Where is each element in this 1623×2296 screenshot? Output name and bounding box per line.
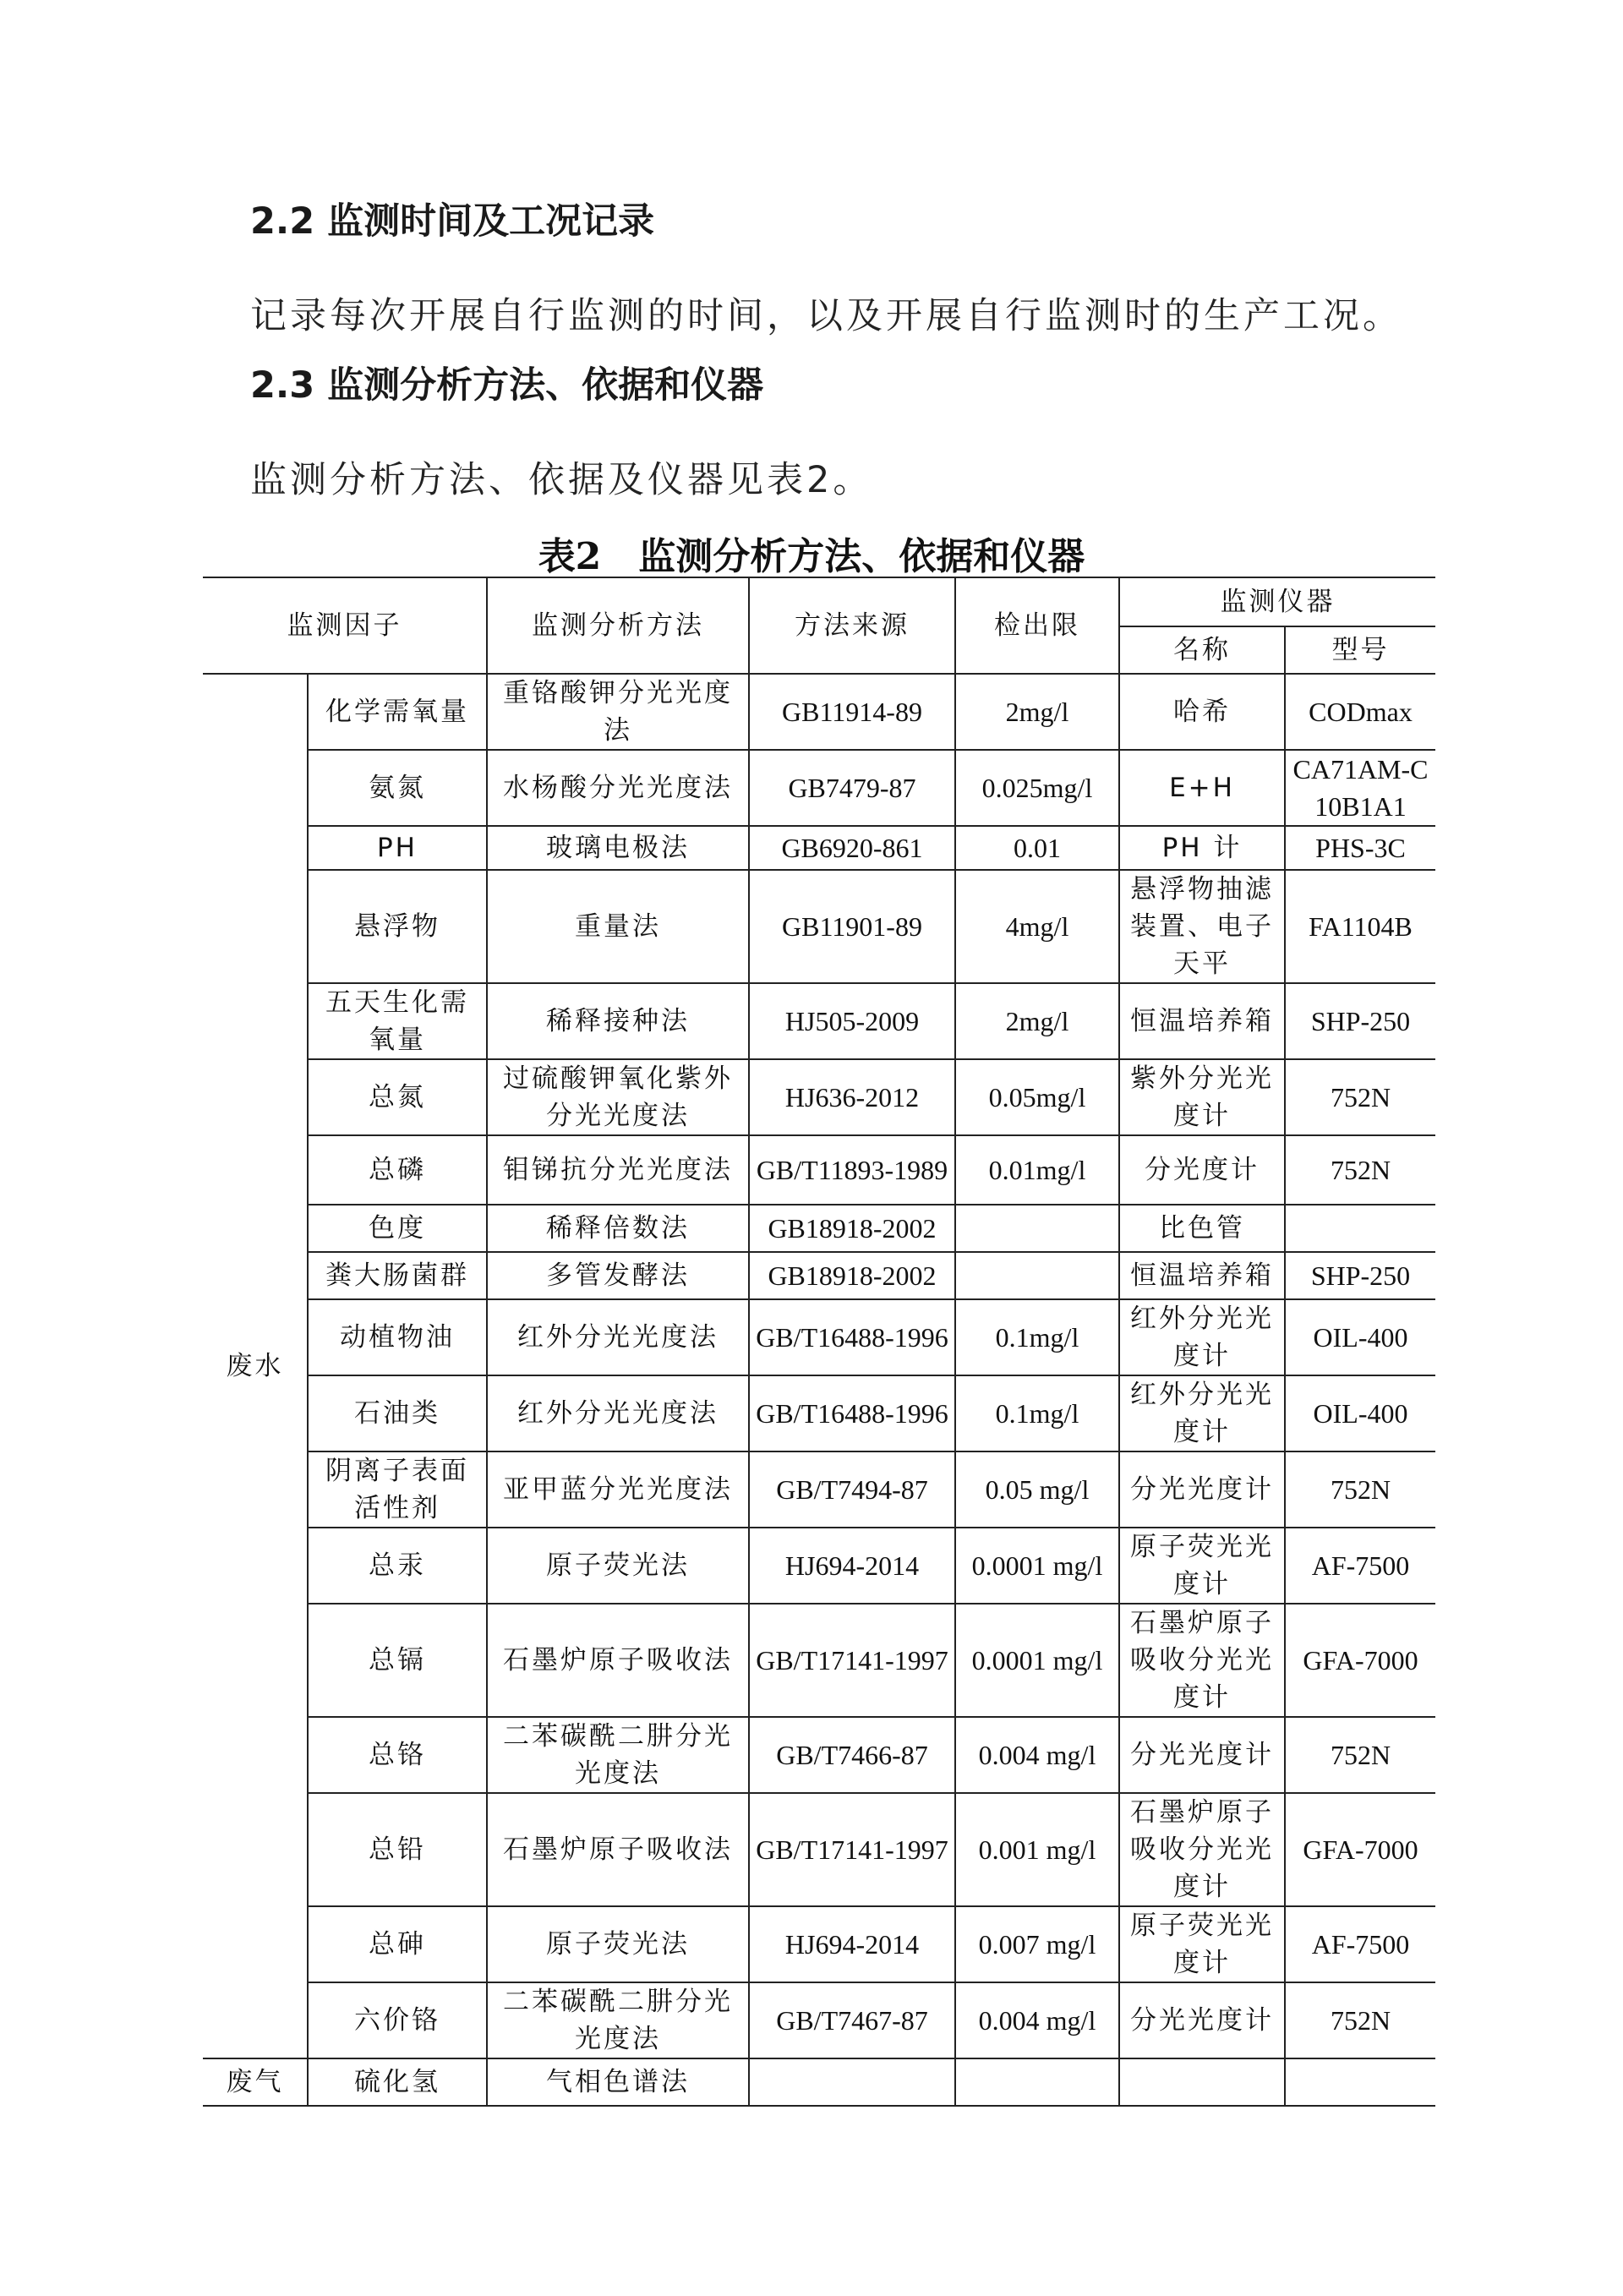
cell-name: 分光光度计 [1119,1717,1285,1793]
cell-method: 重量法 [487,870,749,983]
cell-model: CODmax [1285,674,1435,750]
table-row [203,983,1435,1059]
cell-name: 红外分光光度计 [1119,1375,1285,1451]
cell-model: 752N [1285,1059,1435,1135]
group-cell: 废水 [203,674,308,2058]
table-caption: 表2 监测分析方法、依据和仪器 [538,535,1085,578]
cell-factor: 总镉 [308,1604,487,1717]
cell-limit: 4mg/l [955,870,1119,983]
cell-factor: 氨氮 [308,750,487,826]
cell-factor: 化学需氧量 [308,674,487,750]
cell-source: GB/T11893-1989 [749,1135,955,1205]
cell-limit: 0.05mg/l [955,1059,1119,1135]
cell-name: PH 计 [1119,826,1285,870]
cell-method: 水杨酸分光光度法 [487,750,749,826]
cell-source: GB18918-2002 [749,1252,955,1299]
cell-source: GB/T7466-87 [749,1717,955,1793]
header-source: 方法来源 [749,577,955,674]
cell-method: 原子荧光法 [487,1906,749,1982]
cell-factor: PH [308,826,487,870]
cell-name: 原子荧光光度计 [1119,1906,1285,1982]
cell-name: 分光光度计 [1119,1451,1285,1528]
cell-factor: 石油类 [308,1375,487,1451]
cell-method: 钼锑抗分光光度法 [487,1135,749,1205]
header-factor: 监测因子 [203,577,487,674]
table-row [203,1793,1435,1906]
cell-model: 752N [1285,1717,1435,1793]
table-row [203,2058,1435,2106]
cell-factor: 色度 [308,1205,487,1252]
cell-model: AF-7500 [1285,1906,1435,1982]
cell-name: 原子荧光光度计 [1119,1528,1285,1604]
cell-source: HJ694-2014 [749,1906,955,1982]
cell-source: GB/T7467-87 [749,1982,955,2058]
table-row [203,1982,1435,2058]
cell-method: 石墨炉原子吸收法 [487,1604,749,1717]
cell-method: 原子荧光法 [487,1528,749,1604]
cell-name: 恒温培养箱 [1119,983,1285,1059]
cell-method: 多管发酵法 [487,1252,749,1299]
cell-limit: 0.004 mg/l [955,1717,1119,1793]
cell-source: HJ505-2009 [749,983,955,1059]
cell-name [1119,2058,1285,2106]
cell-model: CA71AM-C10B1A1 [1285,750,1435,826]
cell-factor: 总砷 [308,1906,487,1982]
cell-limit [955,2058,1119,2106]
cell-factor: 五天生化需氧量 [308,983,487,1059]
cell-method: 二苯碳酰二肼分光光度法 [487,1717,749,1793]
header-model: 型号 [1285,626,1435,674]
cell-factor: 总汞 [308,1528,487,1604]
header-name: 名称 [1119,626,1285,674]
cell-method: 过硫酸钾氧化紫外分光光度法 [487,1059,749,1135]
header-row [203,577,1435,626]
cell-factor: 总铅 [308,1793,487,1906]
cell-source: GB11901-89 [749,870,955,983]
cell-model: OIL-400 [1285,1299,1435,1375]
cell-limit: 2mg/l [955,983,1119,1059]
header-instrument: 监测仪器 [1119,577,1435,626]
cell-factor: 悬浮物 [308,870,487,983]
table-row [203,1375,1435,1451]
cell-method: 红外分光光度法 [487,1375,749,1451]
table-row [203,674,1435,750]
cell-model: SHP-250 [1285,983,1435,1059]
cell-source: GB/T16488-1996 [749,1375,955,1451]
cell-model: 752N [1285,1451,1435,1528]
table-row [203,1717,1435,1793]
section-2-2-text: 记录每次开展自行监测的时间，以及开展自行监测时的生产工况。 [250,295,1402,337]
cell-source: GB/T17141-1997 [749,1793,955,1906]
header-method: 监测分析方法 [487,577,749,674]
cell-limit: 0.0001 mg/l [955,1604,1119,1717]
table-row [203,1299,1435,1375]
cell-name: 石墨炉原子吸收分光光度计 [1119,1604,1285,1717]
cell-factor: 粪大肠菌群 [308,1252,487,1299]
table-row [203,1135,1435,1205]
cell-method: 亚甲蓝分光光度法 [487,1451,749,1528]
table-body [203,577,1435,2106]
cell-name: 石墨炉原子吸收分光光度计 [1119,1793,1285,1906]
cell-model: FA1104B [1285,870,1435,983]
cell-limit [955,1252,1119,1299]
cell-limit: 0.025mg/l [955,750,1119,826]
section-heading-2-2: 2.2 监测时间及工况记录 [250,200,655,243]
table-row [203,870,1435,983]
cell-method: 玻璃电极法 [487,826,749,870]
table-row [203,1528,1435,1604]
cell-source: GB7479-87 [749,750,955,826]
cell-method: 气相色谱法 [487,2058,749,2106]
section-heading-2-3: 2.3 监测分析方法、依据和仪器 [250,364,764,407]
cell-limit: 0.004 mg/l [955,1982,1119,2058]
cell-name: 分光度计 [1119,1135,1285,1205]
cell-limit: 2mg/l [955,674,1119,750]
cell-factor: 总氮 [308,1059,487,1135]
table-row [203,1906,1435,1982]
table-row [203,826,1435,870]
cell-method: 稀释倍数法 [487,1205,749,1252]
header-limit: 检出限 [955,577,1119,674]
cell-model [1285,2058,1435,2106]
cell-limit: 0.1mg/l [955,1299,1119,1375]
section-2-3-text: 监测分析方法、依据及仪器见表2。 [250,459,873,501]
cell-factor: 总磷 [308,1135,487,1205]
cell-source: GB6920-861 [749,826,955,870]
cell-model: 752N [1285,1982,1435,2058]
group-cell: 废气 [203,2058,308,2106]
cell-source: HJ694-2014 [749,1528,955,1604]
cell-model [1285,1205,1435,1252]
cell-name: 分光光度计 [1119,1982,1285,2058]
cell-source: HJ636-2012 [749,1059,955,1135]
cell-limit: 0.001 mg/l [955,1793,1119,1906]
table-row [203,1451,1435,1528]
cell-method: 二苯碳酰二肼分光光度法 [487,1982,749,2058]
cell-method: 石墨炉原子吸收法 [487,1793,749,1906]
cell-source: GB/T16488-1996 [749,1299,955,1375]
cell-factor: 动植物油 [308,1299,487,1375]
cell-limit: 0.05 mg/l [955,1451,1119,1528]
cell-source: GB/T7494-87 [749,1451,955,1528]
cell-model: AF-7500 [1285,1528,1435,1604]
table-row [203,1059,1435,1135]
methods-table [203,577,1435,2107]
cell-model: GFA-7000 [1285,1604,1435,1717]
cell-name: 恒温培养箱 [1119,1252,1285,1299]
table-row [203,1252,1435,1299]
cell-source [749,2058,955,2106]
cell-limit: 0.007 mg/l [955,1906,1119,1982]
cell-name: E+H [1119,750,1285,826]
cell-name: 比色管 [1119,1205,1285,1252]
cell-method: 重铬酸钾分光光度法 [487,674,749,750]
cell-limit [955,1205,1119,1252]
cell-factor: 阴离子表面活性剂 [308,1451,487,1528]
cell-limit: 0.01 [955,826,1119,870]
cell-method: 稀释接种法 [487,983,749,1059]
table-row [203,750,1435,826]
cell-name: 红外分光光度计 [1119,1299,1285,1375]
cell-name: 紫外分光光度计 [1119,1059,1285,1135]
cell-method: 红外分光光度法 [487,1299,749,1375]
cell-source: GB/T17141-1997 [749,1604,955,1717]
cell-factor: 六价铬 [308,1982,487,2058]
cell-factor: 硫化氢 [308,2058,487,2106]
cell-model: OIL-400 [1285,1375,1435,1451]
cell-name: 哈希 [1119,674,1285,750]
table-row [203,1604,1435,1717]
cell-source: GB11914-89 [749,674,955,750]
cell-limit: 0.1mg/l [955,1375,1119,1451]
cell-source: GB18918-2002 [749,1205,955,1252]
cell-model: 752N [1285,1135,1435,1205]
cell-model: PHS-3C [1285,826,1435,870]
cell-name: 悬浮物抽滤装置、电子天平 [1119,870,1285,983]
cell-model: GFA-7000 [1285,1793,1435,1906]
table-row [203,1205,1435,1252]
cell-factor: 总铬 [308,1717,487,1793]
cell-limit: 0.0001 mg/l [955,1528,1119,1604]
cell-limit: 0.01mg/l [955,1135,1119,1205]
cell-model: SHP-250 [1285,1252,1435,1299]
